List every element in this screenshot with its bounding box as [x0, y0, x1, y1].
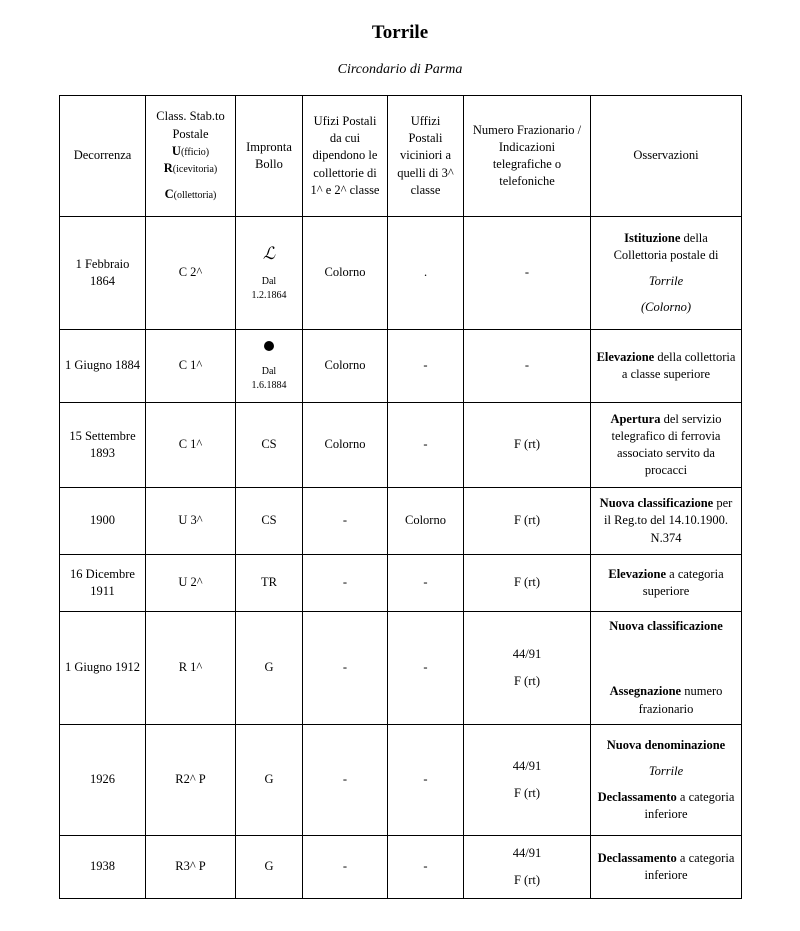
header-class-r: R: [163, 161, 173, 176]
header-ufizi: Ufizi Postali da cui dipendono le collettorie di 1^ e 2^ classe: [303, 96, 388, 217]
cell-stamp: CS: [236, 403, 303, 488]
header-decorrenza: Decorrenza: [60, 96, 146, 217]
obs-text-2: a categoria inferiore: [644, 790, 735, 822]
cell-osservazioni: [591, 725, 742, 836]
header-class-line2: Postale: [172, 126, 209, 141]
cell-class: U 2^: [146, 555, 236, 612]
obs-text: della Collettoria postale di: [613, 230, 719, 262]
header-class-c: C: [164, 187, 174, 202]
header-class-u: U: [171, 143, 181, 158]
header-row: [60, 96, 742, 217]
postal-history-table: [59, 95, 742, 899]
cell-numero: -: [464, 330, 591, 403]
cell-osservazioni: [591, 217, 742, 330]
cell-numero: F (rt): [464, 403, 591, 488]
numero-telegrafico: F (rt): [513, 785, 541, 800]
table-row: [60, 555, 742, 612]
header-classificazione: [146, 96, 236, 217]
obs-text-2: numero frazionario: [638, 684, 723, 716]
obs-italic-name: Torrile: [648, 274, 684, 288]
cell-osservazioni: [591, 330, 742, 403]
cell-numero: [464, 836, 591, 899]
obs-text: del servizio telegrafico di ferrovia associato servito da procacci: [611, 411, 722, 478]
obs-text: a categoria inferiore: [644, 850, 735, 882]
stamp-note-line2: 1.2.1864: [251, 290, 287, 302]
header-numero: Numero Frazionario / Indicazioni telegrafiche o telefoniche: [464, 96, 591, 217]
numero-frazionario: 44/91: [512, 647, 542, 662]
stamp-script-l-icon: ℒ: [262, 243, 276, 264]
cell-ufizi: -: [303, 612, 388, 725]
cell-date: 1938: [60, 836, 146, 899]
cell-class: C 1^: [146, 403, 236, 488]
cell-date: 1 Giugno 1912: [60, 612, 146, 725]
cell-uffizi: -: [388, 836, 464, 899]
cell-ufizi: Colorno: [303, 403, 388, 488]
table-row: [60, 836, 742, 899]
numero-telegrafico: F (rt): [513, 872, 541, 887]
cell-numero: [464, 612, 591, 725]
header-uffizi: Uffizi Postali viciniori a quelli di 3^ classe: [388, 96, 464, 217]
cell-uffizi: -: [388, 612, 464, 725]
page-title: Torrile: [371, 22, 429, 43]
cell-uffizi: -: [388, 725, 464, 836]
table-row: [60, 488, 742, 555]
obs-text: per il Reg.to del 14.10.1900. N.374: [604, 496, 733, 545]
obs-bold: Declassamento: [597, 850, 677, 865]
cell-uffizi: -: [388, 403, 464, 488]
table-row: [60, 725, 742, 836]
cell-numero: -: [464, 217, 591, 330]
cell-stamp: [236, 330, 303, 403]
cell-class: C 2^: [146, 217, 236, 330]
cell-uffizi: Colorno: [388, 488, 464, 555]
cell-osservazioni: [591, 836, 742, 899]
header-class-line1: Class. Stab.to: [156, 109, 225, 124]
cell-numero: F (rt): [464, 555, 591, 612]
cell-osservazioni: [591, 612, 742, 725]
obs-text: a categoria superiore: [642, 566, 724, 598]
table-row: [60, 612, 742, 725]
obs-bold: Nuova classificazione: [599, 496, 714, 511]
cell-stamp: TR: [236, 555, 303, 612]
stamp-note-line2: 1.6.1884: [251, 380, 287, 392]
cell-class: R2^ P: [146, 725, 236, 836]
obs-bold-2: Assegnazione: [609, 684, 682, 699]
cell-ufizi: -: [303, 725, 388, 836]
obs-bold: Istituzione: [624, 230, 681, 245]
table-row: [60, 330, 742, 403]
cell-class: U 3^: [146, 488, 236, 555]
cell-ufizi: Colorno: [303, 217, 388, 330]
numero-frazionario: 44/91: [512, 846, 542, 861]
stamp-note-line1: Dal: [261, 276, 277, 288]
obs-bold: Elevazione: [608, 566, 667, 581]
cell-uffizi: .: [388, 217, 464, 330]
cell-stamp: [236, 217, 303, 330]
cell-date: 1926: [60, 725, 146, 836]
cell-uffizi: -: [388, 330, 464, 403]
stamp-dot-icon: [264, 341, 274, 351]
cell-date: 1 Febbraio 1864: [60, 217, 146, 330]
cell-ufizi: -: [303, 488, 388, 555]
header-class-c-rest: (ollettoria): [173, 190, 217, 202]
page-subtitle: Circondario di Parma: [337, 62, 463, 77]
cell-date: 1 Giugno 1884: [60, 330, 146, 403]
header-class-r-rest: (icevitoria): [172, 164, 218, 176]
cell-osservazioni: [591, 488, 742, 555]
obs-bold: Apertura: [610, 411, 661, 426]
obs-bold: Nuova denominazione: [606, 737, 726, 752]
cell-date: 15 Settembre 1893: [60, 403, 146, 488]
cell-date: 1900: [60, 488, 146, 555]
obs-bold: Nuova classificazione: [609, 619, 723, 634]
stamp-note-line1: Dal: [261, 366, 277, 378]
cell-uffizi: -: [388, 555, 464, 612]
cell-ufizi: Colorno: [303, 330, 388, 403]
header-osservazioni: Osservazioni: [591, 96, 742, 217]
cell-stamp: G: [236, 836, 303, 899]
cell-numero: [464, 725, 591, 836]
header-class-u-rest: (fficio): [180, 146, 210, 158]
obs-text: della collettoria a classe superiore: [621, 349, 736, 381]
numero-telegrafico: F (rt): [513, 673, 541, 688]
header-impronta: Impronta Bollo: [236, 96, 303, 217]
cell-numero: F (rt): [464, 488, 591, 555]
table-row: [60, 403, 742, 488]
table-row: [60, 217, 742, 330]
cell-stamp: CS: [236, 488, 303, 555]
cell-osservazioni: [591, 403, 742, 488]
obs-bold: Elevazione: [596, 349, 655, 364]
obs-bold-2: Declassamento: [597, 790, 677, 804]
cell-stamp: G: [236, 725, 303, 836]
obs-italic-parent: (Colorno): [641, 300, 691, 315]
cell-osservazioni: [591, 555, 742, 612]
cell-date: 16 Dicembre 1911: [60, 555, 146, 612]
cell-stamp: G: [236, 612, 303, 725]
cell-ufizi: -: [303, 836, 388, 899]
cell-class: R 1^: [146, 612, 236, 725]
cell-class: C 1^: [146, 330, 236, 403]
cell-ufizi: -: [303, 555, 388, 612]
numero-frazionario: 44/91: [512, 759, 542, 774]
cell-class: R3^ P: [146, 836, 236, 899]
obs-italic-name: Torrile: [648, 763, 684, 778]
